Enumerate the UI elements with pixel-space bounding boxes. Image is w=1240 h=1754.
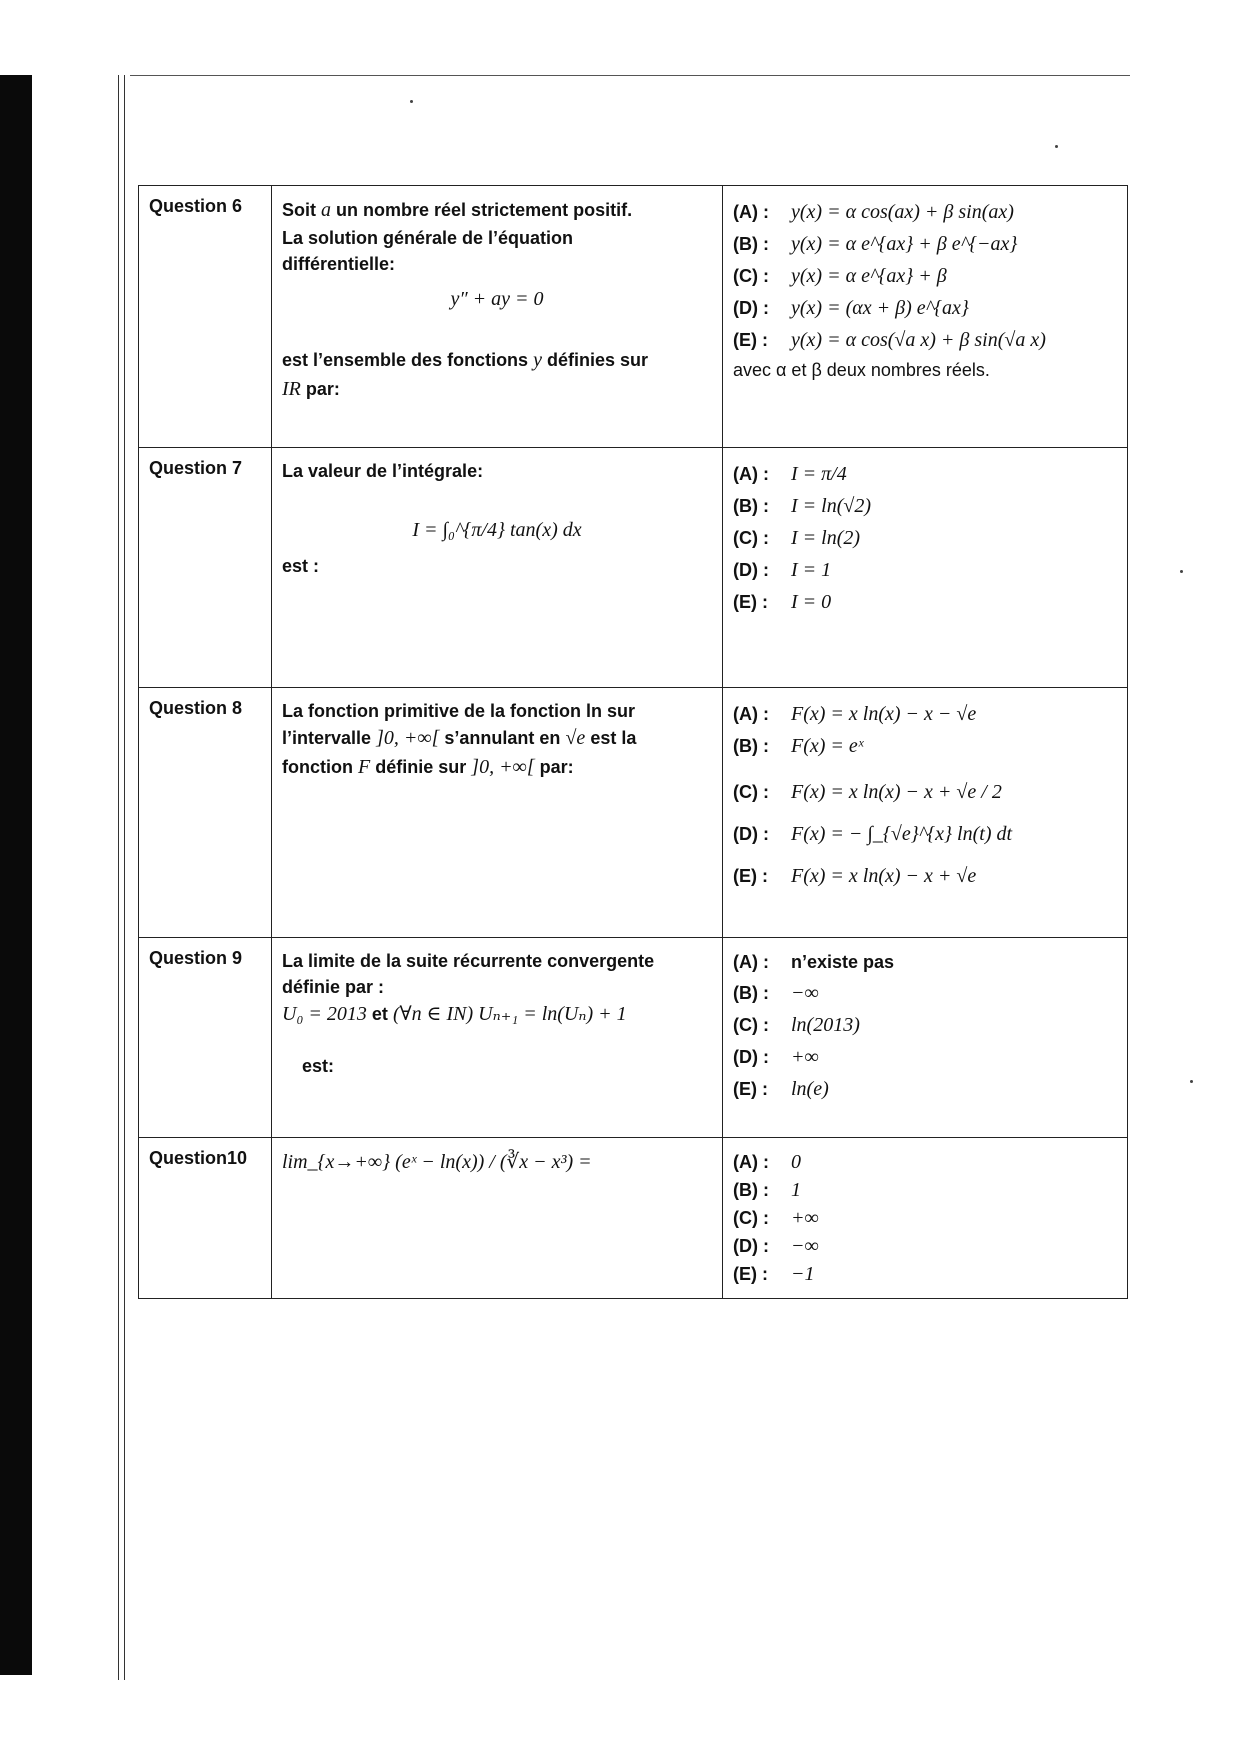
option-b: (B) : F(x) = eˣ (733, 735, 864, 757)
option-a: (A) : y(x) = α cos(ax) + β sin(ax) (733, 201, 1014, 223)
question-statement: La limite de la suite récurrente convergente définie par : U₀ = 2013 et (∀n ∈ IN) Uₙ₊₁ = ln(Uₙ) + 1 est: (272, 938, 723, 1138)
option-b: (B) : −∞ (733, 981, 819, 1004)
question-number: Question10 (139, 1138, 272, 1299)
option-b: (B) : I = ln(√2) (733, 495, 872, 517)
question-statement: La valeur de l’intégrale: I = ∫₀^{π/4} tan(x) dx est : (272, 448, 723, 688)
scan-speck (1180, 570, 1183, 573)
option-d: (D) : I = 1 (733, 559, 832, 581)
option-b: (B) : y(x) = α e^{ax} + β e^{−ax} (733, 233, 1018, 255)
equation: y″ + ay = 0 (450, 288, 544, 311)
question-row (139, 448, 1128, 688)
question-number: Question 6 (139, 186, 272, 448)
option-e: (E) : y(x) = α cos(√a x) + β sin(√a x) (733, 329, 1046, 351)
header-rule (130, 75, 1130, 76)
answer-options (723, 688, 1128, 938)
scan-speck (410, 100, 413, 103)
scan-speck (1190, 1080, 1193, 1083)
option-c: (C) : I = ln(2) (733, 527, 861, 549)
question-number: Question 9 (139, 938, 272, 1138)
answer-options (723, 1138, 1128, 1299)
question-statement (272, 1138, 723, 1299)
option-d: (D) : +∞ (733, 1045, 819, 1068)
option-e: (E) : I = 0 (733, 591, 832, 613)
question-row (139, 688, 1128, 938)
answer-options (723, 186, 1128, 448)
margin-line-left (118, 75, 119, 1680)
qcm-table (138, 185, 1128, 1299)
question-row (139, 1138, 1128, 1299)
option-e: (E) : −1 (733, 1263, 815, 1285)
option-a: (A) : 0 (733, 1151, 801, 1173)
option-c: (C) : y(x) = α e^{ax} + β (733, 265, 947, 287)
option-c: (C) : F(x) = x ln(x) − x + √e / 2 (733, 781, 1002, 803)
equation: I = ∫₀^{π/4} tan(x) dx (412, 519, 582, 542)
option-a: (A) : I = π/4 (733, 463, 847, 485)
question-statement: Soit a un nombre réel strictement positif. La solution générale de l’équation différentielle: y″ + ay = 0 est l’ensemble des fonctions y définies sur IR par: (272, 186, 723, 448)
question-row (139, 938, 1128, 1138)
option-c: (C) : +∞ (733, 1207, 819, 1229)
option-d: (D) : y(x) = (αx + β) e^{ax} (733, 297, 969, 319)
option-d: (D) : F(x) = − ∫_{√e}^{x} ln(t) dt (733, 823, 1013, 845)
option-e: (E) : ln(e) (733, 1077, 829, 1100)
question-row (139, 186, 1128, 448)
options-footnote: avec α et β deux nombres réels. (733, 360, 990, 380)
option-b: (B) : 1 (733, 1179, 801, 1201)
margin-line-right (124, 75, 125, 1680)
scan-edge-bar (0, 75, 32, 1675)
option-a: (A) : F(x) = x ln(x) − x − √e (733, 703, 977, 725)
option-a: (A) : n’existe pas (733, 952, 895, 972)
question-number: Question 7 (139, 448, 272, 688)
question-number: Question 8 (139, 688, 272, 938)
option-e: (E) : F(x) = x ln(x) − x + √e (733, 865, 977, 887)
option-c: (C) : ln(2013) (733, 1013, 860, 1036)
option-d: (D) : −∞ (733, 1235, 819, 1257)
answer-options (723, 448, 1128, 688)
question-statement: La fonction primitive de la fonction ln sur l’intervalle ]0, +∞[ s’annulant en √e est la fonction F définie sur ]0, +∞[ par: (272, 688, 723, 938)
scan-speck (1055, 145, 1058, 148)
equation: lim_{x→+∞} (eˣ − ln(x)) / (∛x − x³) = (282, 1151, 592, 1173)
answer-options (723, 938, 1128, 1138)
